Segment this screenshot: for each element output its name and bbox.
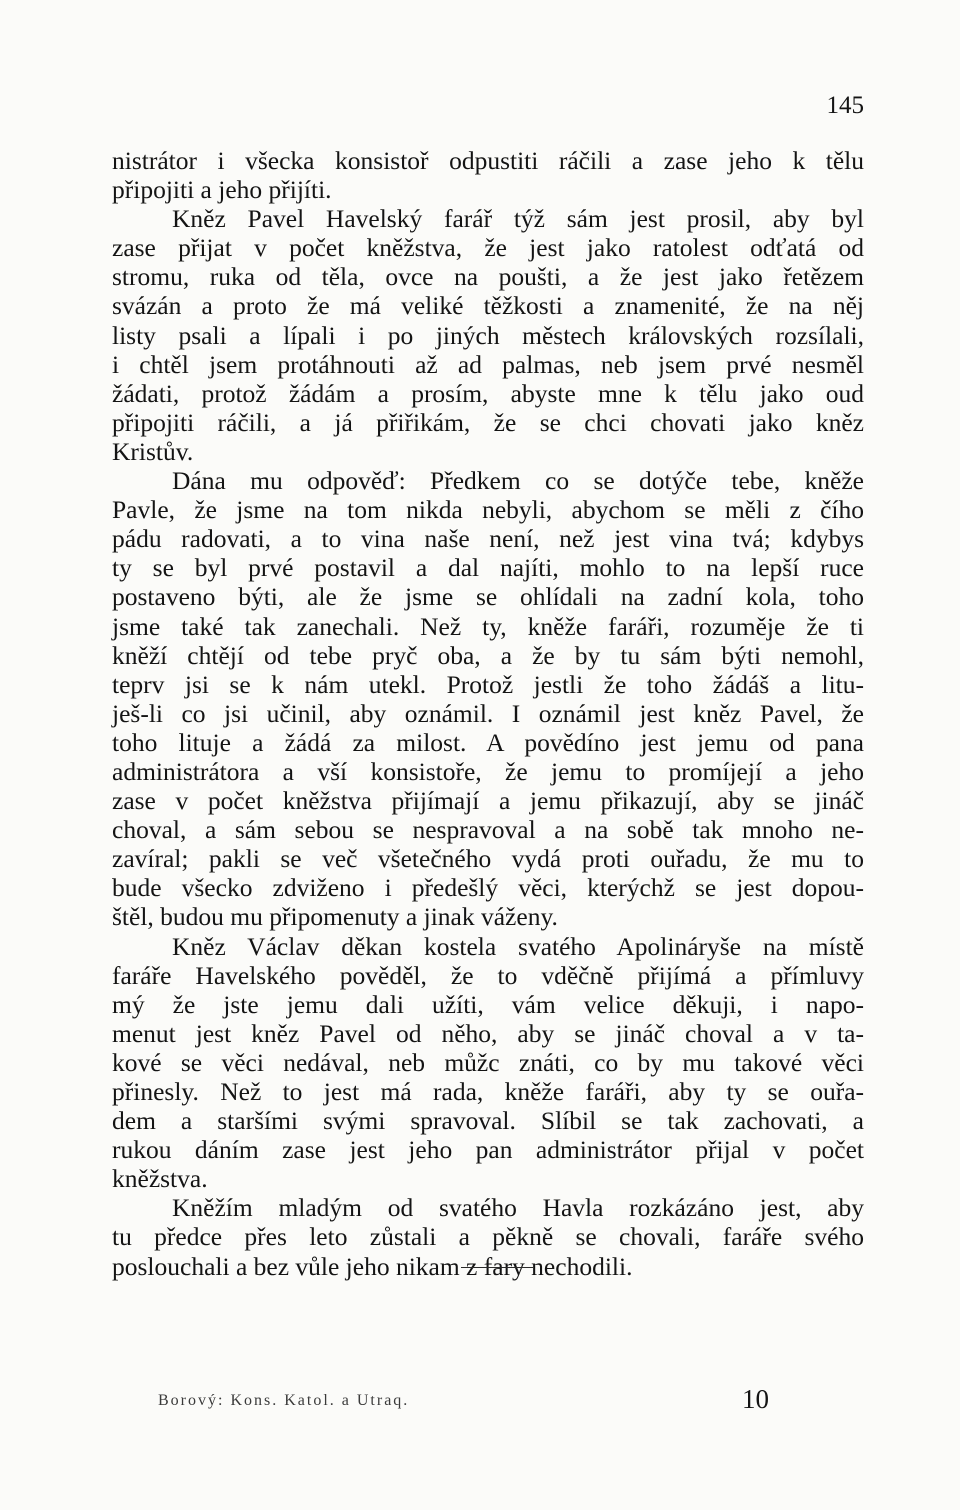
text-line: choval, a sám sebou se nespravoval a na sobě tak mnoho ne- [112,815,864,845]
text-line: přinesly. Než to jest má rada, kněže faráři, aby ty se ouřa- [112,1077,864,1106]
page-number: 145 [826,92,864,119]
text-line: připojiti ráčili, a já přiřikám, že se chci chovati jako kněz [112,407,864,437]
text-line: faráře Havelského pověděl, že to vděčně přijímá a přímluvy [112,960,864,990]
text-line: bude všecko zdviženo i předešlý věci, kterýchž se jest dopou- [112,873,864,903]
footer-sheet-number: 10 [742,1384,769,1414]
text-line: Kněžím mladým od svatého Havla rozkázáno jest, aby [172,1193,864,1223]
text-line: Pavle, že jsme na tom nikda nebyli, abychom se měli z čího [112,495,864,525]
text-line: zavíral; pakli se več všetečného vydá proti ouřadu, že mu to [112,844,864,874]
text-line: toho lituje a žádá za milost. A povědíno jest jemu od pana [112,727,864,757]
text-line: Kněz Pavel Havelský farář týž sám jest prosil, aby byl [172,204,864,234]
text-line: Kněz Václav děkan kostela svatého Apolináryše na místě [172,931,864,961]
text-line: svázán a proto že má veliké těžkosti a znamenité, že na něj [112,291,864,321]
text-line: Dána mu odpověď: Předkem co se dotýče tebe, kněže [172,466,864,496]
text-line: teprv jsi se k nám utekl. Protož jestli že toho žádáš a litu- [112,669,864,699]
text-line: ty se byl prvé postavil a dal najíti, mohlo to na lepší ruce [112,553,864,583]
text-line: administrátora a vší konsistoře, že jemu to promíjejí a jeho [112,756,864,786]
text-line: mý že jste jemu dali užíti, vám velice děkuji, i napo- [112,989,864,1019]
text-line: dem a staršími svými spravoval. Slíbil se tak zachovati, a [112,1106,864,1136]
text-line: připojiti a jeho přijíti. [112,175,332,205]
text-line: nistrátor i všecka konsistoř odpustiti ráčili a zase jeho k tělu [112,146,864,175]
text-line: postaveno býti, ale že jsme se ohlídali na zadní kola, toho [112,582,864,612]
text-line: stromu, ruka od těla, ovce na poušti, a že jest jako řetězem [112,262,864,292]
text-line: menut jest kněz Pavel od něho, aby se jináč choval a v ta- [112,1018,864,1048]
text-line: listy psali a lípali i po jiných městech královských rozsílali, [112,320,864,350]
footer-signature: Borový: Kons. Katol. a Utraq. [158,1392,410,1409]
text-line: tu předce přes leto zůstali a pěkně se chovali, faráře svého [112,1222,864,1252]
body-text [112,146,864,1281]
text-line: ješ-li co jsi učinil, aby oznámil. I oznámil jest kněz Pavel, že [112,698,864,728]
text-line: Kristův. [112,436,194,466]
text-line: i chtěl jsem protáhnouti až ad palmas, neb jsem prvé nesměl [112,349,864,379]
text-line: štěl, budou mu připomenuty a jinak váženy. [112,902,558,932]
separator-rule [461,1267,533,1268]
text-line: kové se věci nedával, neb můžc znáti, co by mu takové věci [112,1047,864,1077]
text-line: poslouchali a bez vůle jeho nikam z fary nechodili. [112,1251,633,1281]
text-line: rukou dáním zase jest jeho pan administrátor přijal v počet [112,1135,864,1165]
text-line: zase přijat v počet kněžstva, že jest jako ratolest odťatá od [112,233,864,263]
text-line: pádu radovati, a to vina naše není, než jest vina tvá; kdybys [112,524,864,554]
text-line: žádati, protož žádám a prosím, abyste mne k tělu jako oud [112,378,864,408]
text-line: zase v počet kněžstva přijímají a jemu přikazují, aby se jináč [112,786,864,816]
text-line: kněží chtějí od tebe pryč oba, a že by tu sám býti nemohl, [112,640,864,670]
text-line: jsme také tak zanechali. Než ty, kněže faráři, rozuměje že ti [112,611,864,641]
text-line: kněžstva. [112,1164,208,1194]
